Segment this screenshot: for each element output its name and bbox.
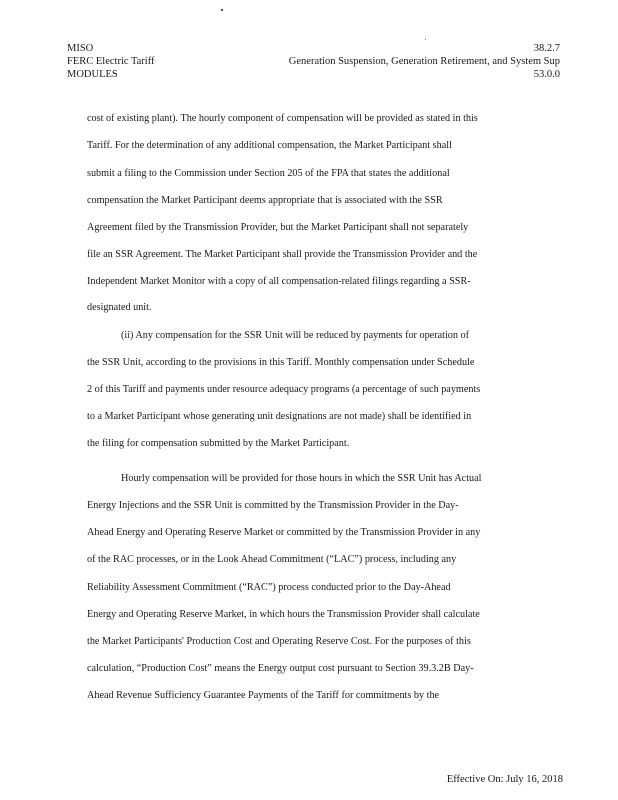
scan-speck <box>221 9 223 11</box>
header-version: 53.0.0 <box>533 69 560 80</box>
body-line: to a Market Participant whose generating unit designations are not made) shall be identified in <box>87 411 472 422</box>
body-line: Energy Injections and the SSR Unit is committed by the Transmission Provider in the Day- <box>87 500 459 511</box>
effective-date-footer: Effective On: July 16, 2018 <box>446 774 563 785</box>
body-line: (ii) Any compensation for the SSR Unit will be reduced by payments for operation of <box>121 330 470 341</box>
body-line: the SSR Unit, according to the provisions in this Tariff. Monthly compensation under Schedule <box>87 357 475 368</box>
body-line: the Market Participants' Production Cost and Operating Reserve Cost. For the purposes of this <box>87 636 471 647</box>
body-line: compensation the Market Participant deems appropriate that is associated with the SSR <box>87 195 443 206</box>
body-line: Reliability Assessment Commitment (“RAC”) process conducted prior to the Day-Ahead <box>87 582 451 593</box>
body-line: Tariff. For the determination of any additional compensation, the Market Participant shall <box>87 140 452 151</box>
body-line: submit a filing to the Commission under Section 205 of the FPA that states the additional <box>87 168 450 179</box>
header-tariff: FERC Electric Tariff <box>67 56 155 67</box>
body-line: Independent Market Monitor with a copy of all compensation-related filings regarding a SSR- <box>87 276 471 287</box>
header-left <box>67 42 155 81</box>
body-line: Hourly compensation will be provided for those hours in which the SSR Unit has Actual <box>121 473 482 484</box>
body-line: file an SSR Agreement. The Market Participant shall provide the Transmission Provider and the <box>87 249 478 260</box>
body-line: Agreement filed by the Transmission Provider, but the Market Participant shall not separately <box>87 222 469 233</box>
body-line: cost of existing plant). The hourly component of compensation will be provided as stated in this <box>87 113 478 124</box>
body-line: designated unit. <box>87 302 152 313</box>
header-org: MISO <box>67 43 94 54</box>
body-line: of the RAC processes, or in the Look Ahead Commitment (“LAC”) process, including any <box>87 554 457 565</box>
scan-speck <box>425 39 426 40</box>
header-right <box>289 42 560 81</box>
body-line: the filing for compensation submitted by the Market Participant. <box>87 438 350 449</box>
body-line: calculation, “Production Cost” means the Energy output cost pursuant to Section 39.3.2B Day- <box>87 663 474 674</box>
body-line: Energy and Operating Reserve Market, in which hours the Transmission Provider shall calculate <box>87 609 480 620</box>
header-section-number: 38.2.7 <box>533 43 560 54</box>
body-line: Ahead Revenue Sufficiency Guarantee Payments of the Tariff for commitments by the <box>87 690 440 701</box>
header-modules: MODULES <box>67 69 118 80</box>
body-line: 2 of this Tariff and payments under resource adequacy programs (a percentage of such payments <box>87 384 481 395</box>
header-section-title: Generation Suspension, Generation Retirement, and System Sup <box>288 56 560 67</box>
body-line: Ahead Energy and Operating Reserve Market or committed by the Transmission Provider in any <box>87 527 481 538</box>
